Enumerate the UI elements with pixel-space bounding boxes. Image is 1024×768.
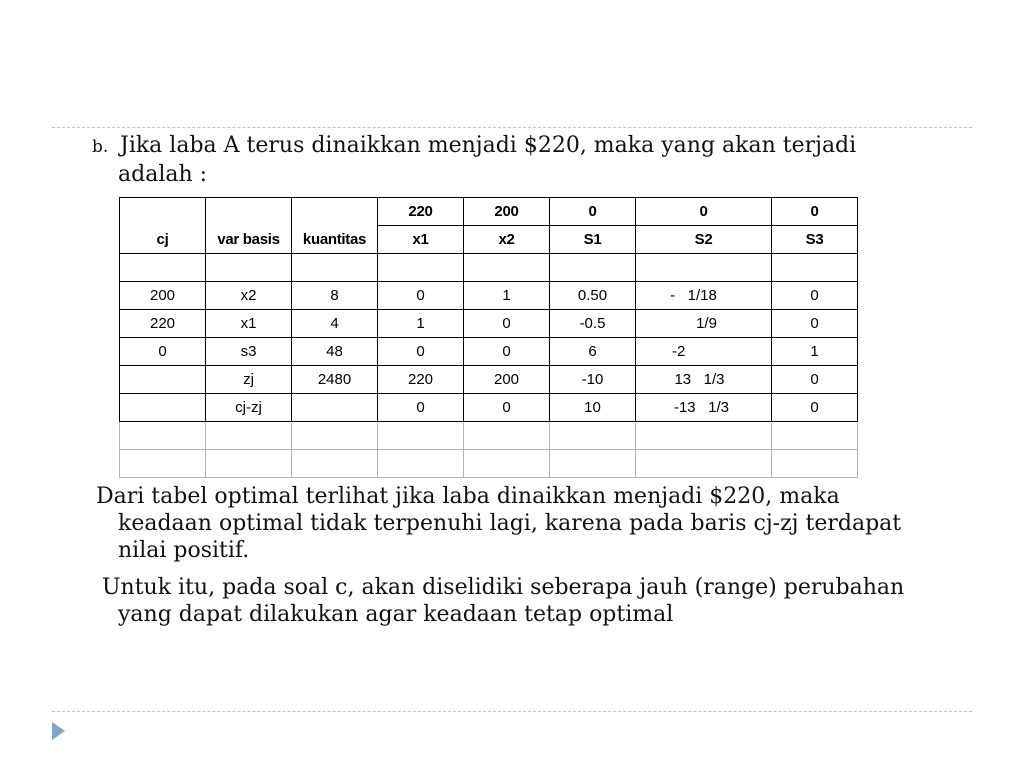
table-cell — [378, 422, 464, 450]
table-header: kuantitas — [292, 226, 378, 254]
table-cell — [550, 450, 636, 478]
table-cell: -10 — [550, 366, 636, 394]
table-row — [120, 254, 858, 282]
table-cell: x2 — [206, 282, 292, 310]
table-header: S3 — [772, 226, 858, 254]
table-cell: 0 — [636, 198, 772, 226]
table-cell: 1 — [464, 282, 550, 310]
conclusion-line-3: nilai positif. — [118, 538, 250, 563]
table-row — [120, 394, 858, 422]
table-cell — [120, 254, 206, 282]
conclusion-paragraph — [96, 483, 956, 564]
table-cell: x1 — [206, 310, 292, 338]
table-cell: 10 — [550, 394, 636, 422]
table-header: x1 — [378, 226, 464, 254]
intro-line-1: Jika laba A terus dinaikkan menjadi $220, maka yang akan terjadi — [120, 133, 857, 158]
table-row — [120, 282, 858, 310]
followup-line-2: yang dapat dilakukan agar keadaan tetap optimal — [118, 602, 674, 627]
table-cell: 0 — [378, 282, 464, 310]
table-cell: 2480 — [292, 366, 378, 394]
table-cell — [206, 198, 292, 226]
conclusion-line-1: Dari tabel optimal terlihat jika laba dinaikkan menjadi $220, maka — [96, 484, 840, 509]
table-cell: 220 — [120, 310, 206, 338]
table-row — [120, 422, 858, 450]
table-header: x2 — [464, 226, 550, 254]
table-cell: -0.5 — [550, 310, 636, 338]
table-cell — [772, 254, 858, 282]
table-cell: 48 — [292, 338, 378, 366]
table-cell: 0 — [772, 310, 858, 338]
followup-line-1: Untuk itu, pada soal c, akan diselidiki seberapa jauh (range) perubahan — [102, 575, 905, 600]
table-cell: 6 — [550, 338, 636, 366]
table-cell — [292, 254, 378, 282]
table-cell — [550, 254, 636, 282]
top-divider — [52, 127, 972, 128]
table-cell: 0 — [550, 198, 636, 226]
table-row — [120, 366, 858, 394]
table-cell — [206, 450, 292, 478]
table-header-row — [120, 226, 858, 254]
table-cell: 0 — [464, 394, 550, 422]
table-cell: 0 — [464, 338, 550, 366]
followup-paragraph — [102, 574, 962, 628]
conclusion-line-2: keadaan optimal tidak terpenuhi lagi, karena pada baris cj-zj terdapat — [118, 511, 902, 536]
table-row — [120, 338, 858, 366]
table-row — [120, 198, 858, 226]
table-cell: - 1/18 — [636, 282, 772, 310]
table-header: S1 — [550, 226, 636, 254]
simplex-table — [119, 197, 858, 478]
table-cell — [636, 422, 772, 450]
table-header: S2 — [636, 226, 772, 254]
table-cell: 200 — [120, 282, 206, 310]
table-cell — [292, 422, 378, 450]
table-cell — [120, 198, 206, 226]
table-cell: 220 — [378, 198, 464, 226]
table-cell: 4 — [292, 310, 378, 338]
table-cell — [464, 254, 550, 282]
table-cell — [206, 254, 292, 282]
intro-paragraph — [92, 132, 952, 188]
table-cell: 0 — [464, 310, 550, 338]
table-cell — [292, 394, 378, 422]
intro-line-2: adalah : — [118, 162, 208, 187]
table-cell — [772, 422, 858, 450]
table-cell: 13 1/3 — [636, 366, 772, 394]
table-cell: -13 1/3 — [636, 394, 772, 422]
table-cell: -2 — [636, 338, 772, 366]
table-cell — [772, 450, 858, 478]
list-marker: b. — [92, 137, 109, 157]
table-cell — [292, 450, 378, 478]
table-cell: 1 — [378, 310, 464, 338]
table-cell — [464, 422, 550, 450]
table-cell: 0 — [772, 366, 858, 394]
table-cell: 0 — [378, 338, 464, 366]
table-header: cj — [120, 226, 206, 254]
table-cell — [378, 254, 464, 282]
table-cell: 8 — [292, 282, 378, 310]
table-row — [120, 310, 858, 338]
table-cell — [120, 366, 206, 394]
table-cell: zj — [206, 366, 292, 394]
table-header: var basis — [206, 226, 292, 254]
table-cell: 0 — [772, 198, 858, 226]
table-cell: 0 — [378, 394, 464, 422]
table-cell — [636, 450, 772, 478]
table-cell: 0.50 — [550, 282, 636, 310]
table-row — [120, 450, 858, 478]
table-cell — [378, 450, 464, 478]
table-cell — [636, 254, 772, 282]
table-cell — [292, 198, 378, 226]
table-cell: 1/9 — [636, 310, 772, 338]
table-cell — [550, 422, 636, 450]
table-cell: 0 — [120, 338, 206, 366]
table-cell: cj-zj — [206, 394, 292, 422]
table-cell — [120, 422, 206, 450]
table-cell — [206, 422, 292, 450]
table-cell — [120, 450, 206, 478]
play-arrow-icon — [52, 722, 65, 740]
table-cell: 200 — [464, 198, 550, 226]
table-cell: 0 — [772, 282, 858, 310]
table-cell: 0 — [772, 394, 858, 422]
table-cell: 1 — [772, 338, 858, 366]
table-cell — [120, 394, 206, 422]
table-cell — [464, 450, 550, 478]
table-cell: 220 — [378, 366, 464, 394]
bottom-divider — [52, 711, 972, 712]
table-cell: 200 — [464, 366, 550, 394]
table-cell: s3 — [206, 338, 292, 366]
